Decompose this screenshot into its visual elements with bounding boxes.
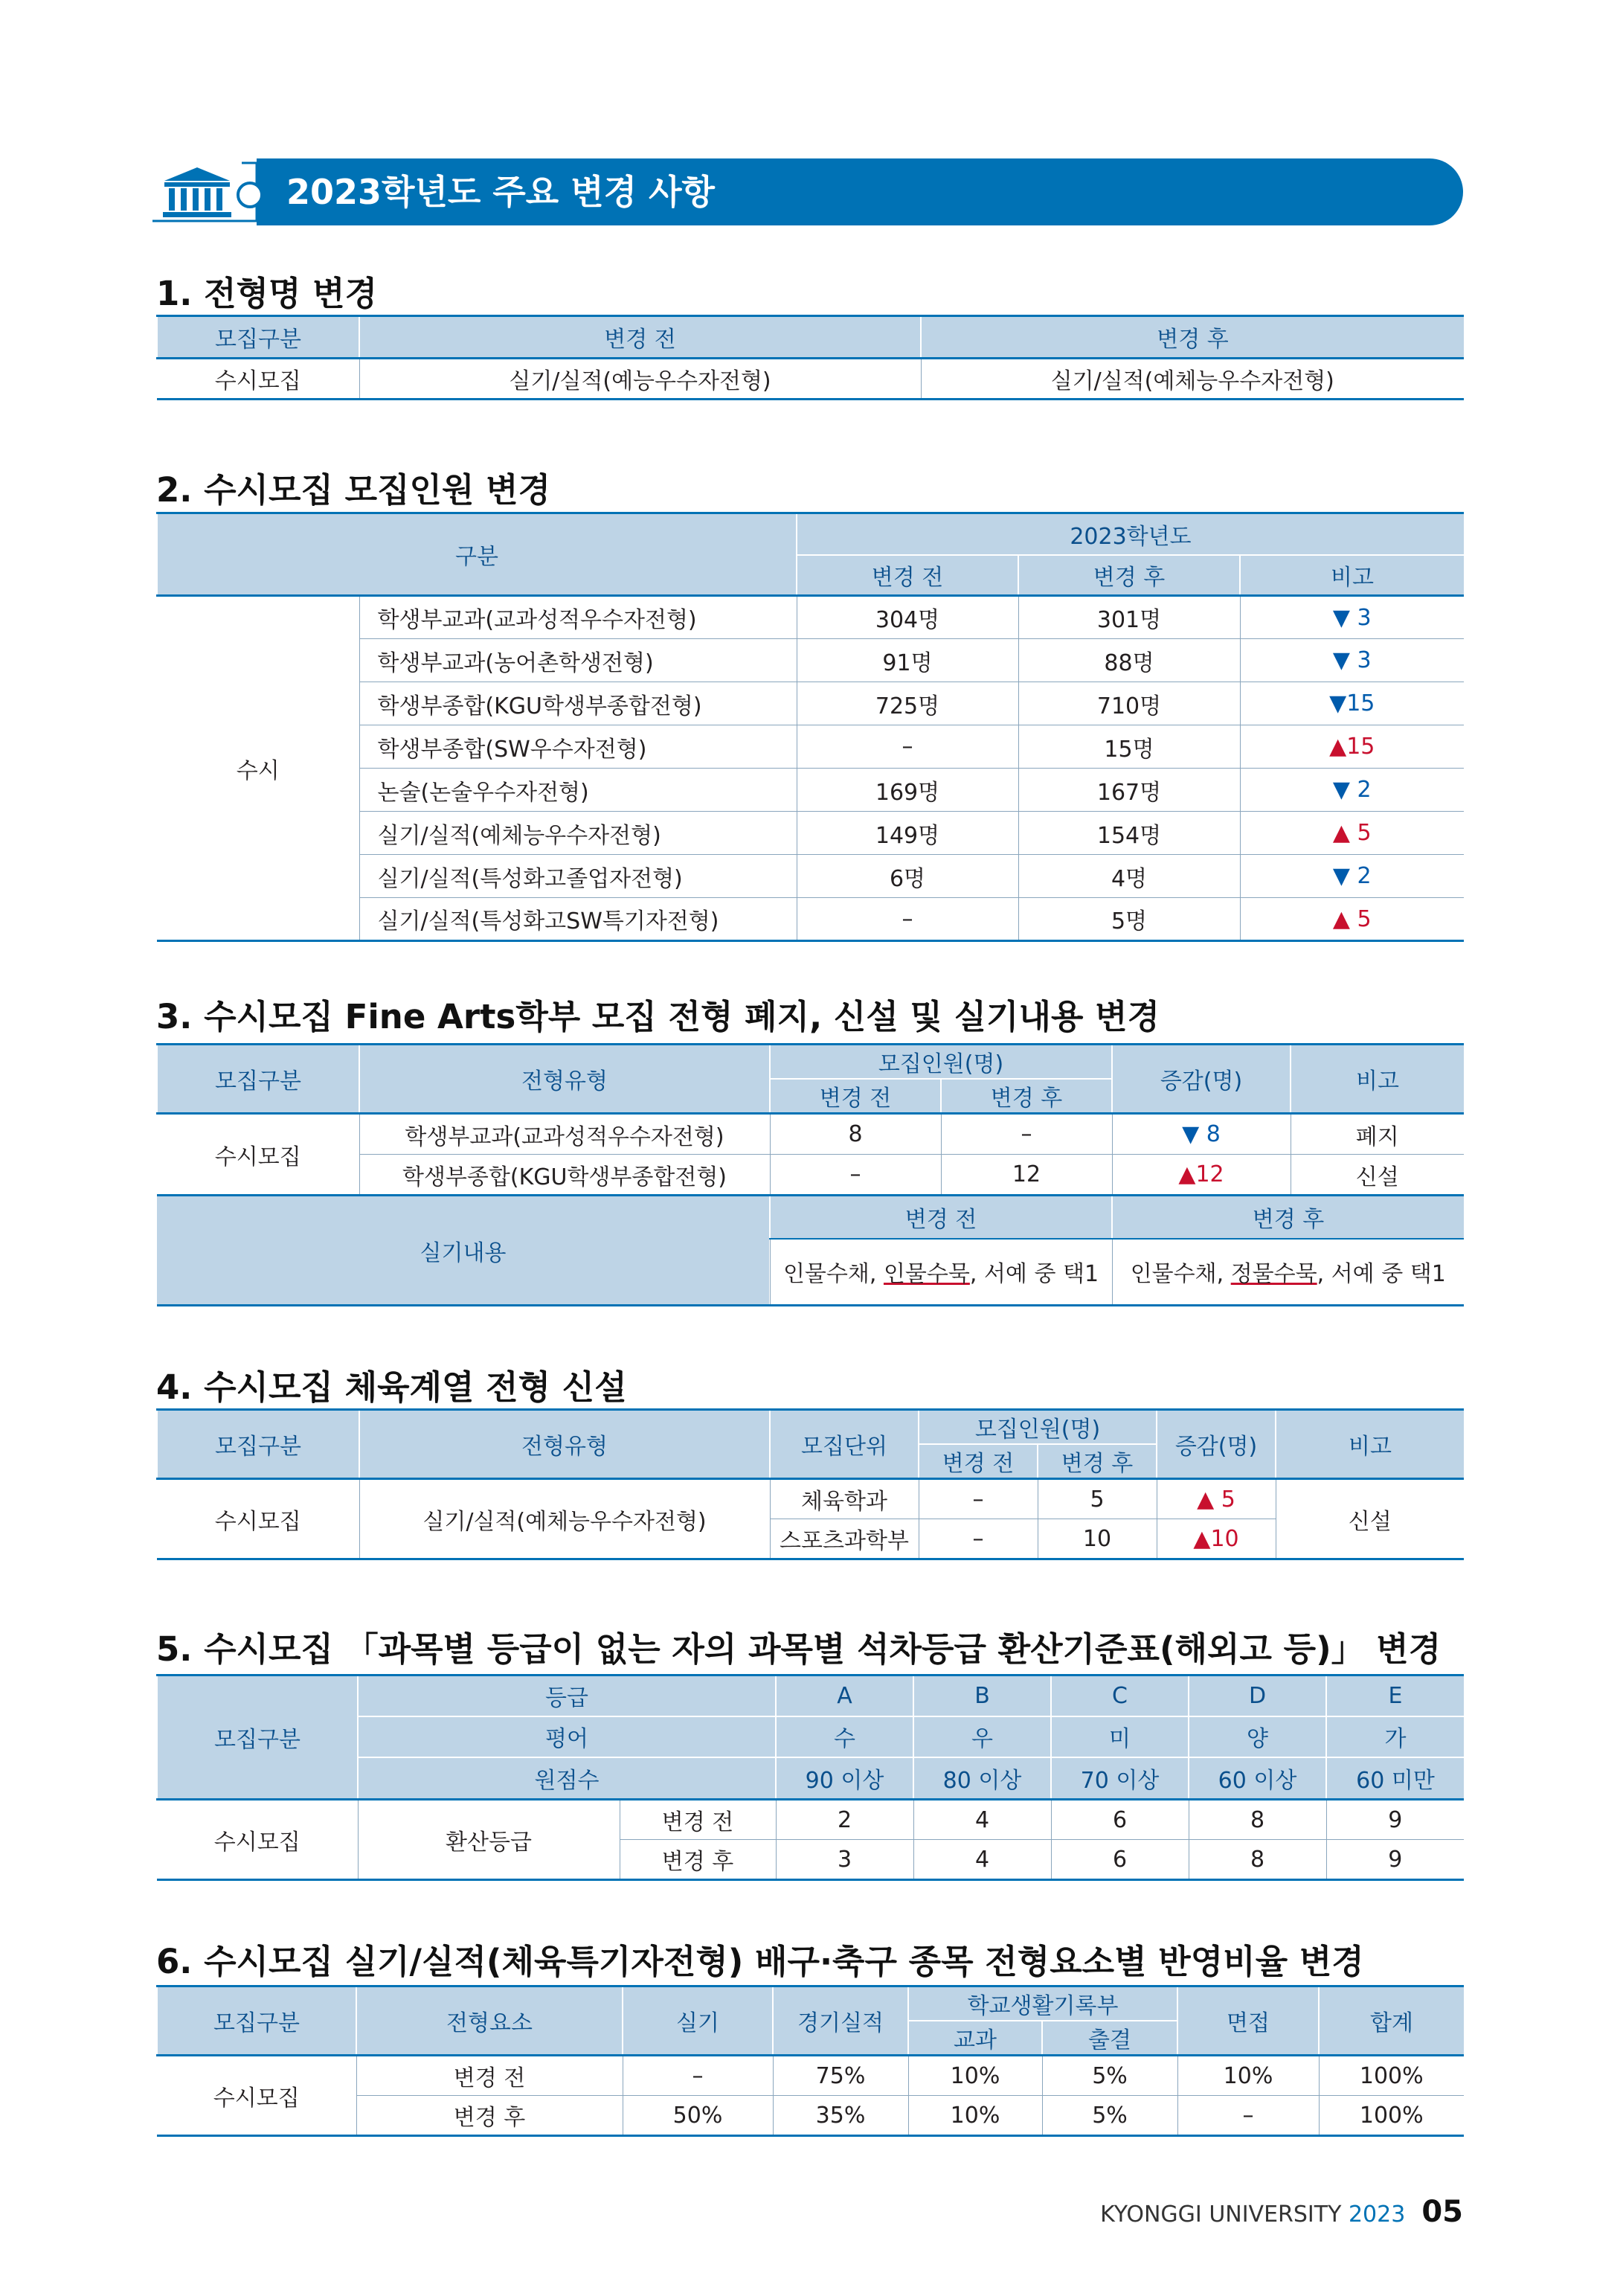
table-cell: –: [919, 1519, 1038, 1559]
header-count: 모집인원(명): [919, 1410, 1157, 1445]
table-cell: 변경 후: [620, 1840, 776, 1880]
table-cell: 154명: [1018, 812, 1240, 855]
group-label: 수시모집: [157, 1114, 359, 1196]
header-subject: 교과: [908, 2021, 1042, 2056]
table-cell: 10%: [908, 2096, 1042, 2136]
header-diff: 증감(명): [1112, 1045, 1291, 1114]
header-attendance: 출결: [1042, 2021, 1177, 2056]
header-before: 변경 전: [919, 1444, 1038, 1479]
header-unit: 모집단위: [770, 1410, 919, 1479]
table-cell: 10%: [908, 2056, 1042, 2096]
grade-cell: B: [913, 1675, 1051, 1716]
change-badge: ▼ 3: [1240, 596, 1464, 639]
table-cell: 변경 후: [356, 2096, 623, 2136]
table-cell: 학생부교과(농어촌학생전형): [359, 639, 797, 682]
table-cell: 88명: [1018, 639, 1240, 682]
change-badge: ▼ 3: [1240, 639, 1464, 682]
table-cell: 실기/실적(특성화고졸업자전형): [359, 855, 797, 898]
score-cell: 70 이상: [1051, 1757, 1189, 1800]
table-cell: 100%: [1319, 2056, 1464, 2096]
section-2-title: 2. 수시모집 모집인원 변경: [156, 470, 551, 510]
section-4-title: 4. 수시모집 체육계열 전형 신설: [156, 1367, 627, 1407]
section-3-table: [156, 1043, 1464, 1306]
table-cell: 9: [1326, 1840, 1464, 1880]
table-cell: 6명: [797, 855, 1018, 898]
table-cell: 169명: [797, 769, 1018, 812]
table-cell: –: [919, 1479, 1038, 1519]
table-cell: 수시모집: [157, 359, 359, 400]
header-before: 변경 전: [359, 316, 921, 359]
table-cell: 4명: [1018, 855, 1240, 898]
section-6-table: [156, 1985, 1464, 2137]
row-header-score: 원점수: [358, 1757, 776, 1800]
table-cell: –: [1177, 2096, 1319, 2136]
table-cell: 학생부교과(교과성적우수자전형): [359, 596, 797, 639]
table-cell: 변경 전: [356, 2056, 623, 2096]
table-cell: 학생부종합(SW우수자전형): [359, 725, 797, 769]
change-badge: ▼ 2: [1240, 769, 1464, 812]
table-cell: –: [623, 2056, 773, 2096]
header-type: 전형유형: [359, 1410, 770, 1479]
change-badge: ▼ 2: [1240, 855, 1464, 898]
table-cell: 신설: [1291, 1155, 1464, 1196]
grade-cell: A: [776, 1675, 913, 1716]
table-cell: 9: [1326, 1800, 1464, 1840]
table-cell: 91명: [797, 639, 1018, 682]
table-cell: 12: [941, 1155, 1112, 1196]
table-cell: 2: [776, 1800, 913, 1840]
table-cell: 체육학과: [770, 1479, 919, 1519]
table-cell: 4: [913, 1840, 1051, 1880]
page-title: 2023학년도 주요 변경 사항: [286, 172, 715, 212]
score-cell: 60 미만: [1326, 1757, 1464, 1800]
header-note: 비고: [1276, 1410, 1464, 1479]
table-cell: 5%: [1042, 2096, 1177, 2136]
table-cell: 100%: [1319, 2096, 1464, 2136]
table-cell: 5%: [1042, 2056, 1177, 2096]
table-cell: 75%: [773, 2056, 908, 2096]
header-before: 변경 전: [770, 1079, 941, 1114]
page-footer: [1100, 2195, 1463, 2229]
header-before: 변경 전: [797, 555, 1018, 596]
header-year: 2023학년도: [797, 513, 1464, 555]
university-building-icon: [152, 158, 242, 225]
change-badge: ▲12: [1112, 1155, 1291, 1196]
change-badge: ▲ 5: [1240, 898, 1464, 941]
table-cell: 학생부교과(교과성적우수자전형): [359, 1114, 770, 1155]
change-badge: ▲ 5: [1240, 812, 1464, 855]
eval-cell: 수: [776, 1716, 913, 1757]
table-cell: 5명: [1018, 898, 1240, 941]
table-cell: 167명: [1018, 769, 1240, 812]
footer-year: 2023: [1348, 2202, 1406, 2228]
eval-cell: 미: [1051, 1716, 1189, 1757]
change-badge: ▲ 5: [1157, 1479, 1276, 1519]
table-cell: –: [797, 898, 1018, 941]
change-badge: ▼ 8: [1112, 1114, 1291, 1155]
practical-before: 인물수채, 인물수묵, 서예 중 택1: [770, 1239, 1112, 1306]
table-cell: 5: [1038, 1479, 1157, 1519]
header-gubun: 모집구분: [157, 1986, 356, 2056]
section-3-title: 3. 수시모집 Fine Arts학부 모집 전형 폐지, 신설 및 실기내용 변경: [156, 997, 1160, 1036]
table-cell: 304명: [797, 596, 1018, 639]
change-badge: ▲10: [1157, 1519, 1276, 1559]
practical-after: 인물수채, 정물수묵, 서예 중 택1: [1112, 1239, 1464, 1306]
change-badge: ▲15: [1240, 725, 1464, 769]
header-type: 전형유형: [359, 1045, 770, 1114]
score-cell: 80 이상: [913, 1757, 1051, 1800]
table-cell: 725명: [797, 682, 1018, 725]
change-badge: ▼15: [1240, 682, 1464, 725]
grade-cell: D: [1189, 1675, 1326, 1716]
header-gubun: 모집구분: [157, 316, 359, 359]
footer-university: KYONGGI UNIVERSITY: [1100, 2202, 1349, 2228]
header-note: 비고: [1240, 555, 1464, 596]
table-cell: 폐지: [1291, 1114, 1464, 1155]
table-cell: 학생부종합(KGU학생부종합전형): [359, 1155, 770, 1196]
table-cell: 변경 전: [620, 1800, 776, 1840]
row-header-grade: 등급: [358, 1675, 776, 1716]
table-cell: 8: [1189, 1800, 1326, 1840]
section-4-table: [156, 1408, 1464, 1560]
section-6-title: 6. 수시모집 실기/실적(체육특기자전형) 배구·축구 종목 전형요소별 반영비율 변경: [156, 1942, 1364, 1981]
eval-cell: 우: [913, 1716, 1051, 1757]
section-5-title: 5. 수시모집 「과목별 등급이 없는 자의 과목별 석차등급 환산기준표(해외고 등)」 변경: [156, 1629, 1442, 1669]
header-record: 학교생활기록부: [908, 1986, 1177, 2021]
header-before: 변경 전: [770, 1196, 1112, 1239]
header-after: 변경 후: [921, 316, 1464, 359]
row-header-eval: 평어: [358, 1716, 776, 1757]
table-cell: 실기/실적(예체능우수자전형): [359, 812, 797, 855]
table-cell: 301명: [1018, 596, 1240, 639]
table-cell: 논술(논술우수자전형): [359, 769, 797, 812]
group-label: 수시모집: [157, 1800, 358, 1880]
group-label: 수시: [157, 596, 359, 941]
table-cell: 실기/실적(예체능우수자전형): [359, 1479, 770, 1559]
score-cell: 60 이상: [1189, 1757, 1326, 1800]
table-cell: 신설: [1276, 1479, 1464, 1559]
table-cell: –: [770, 1155, 941, 1196]
group-label: 수시모집: [157, 1479, 359, 1559]
header-practical: 실기: [623, 1986, 773, 2056]
score-cell: 90 이상: [776, 1757, 913, 1800]
practical-label: 실기내용: [157, 1196, 770, 1306]
group-label: 수시모집: [157, 2056, 356, 2136]
section-2-table: [156, 512, 1464, 942]
header-count: 모집인원(명): [770, 1045, 1112, 1080]
table-cell: 50%: [623, 2096, 773, 2136]
table-cell: 8: [1189, 1840, 1326, 1880]
section-5-table: [156, 1674, 1464, 1881]
table-cell: 10%: [1177, 2056, 1319, 2096]
table-cell: 실기/실적(예체능우수자전형): [921, 359, 1464, 400]
table-cell: 실기/실적(특성화고SW특기자전형): [359, 898, 797, 941]
table-cell: 학생부종합(KGU학생부종합전형): [359, 682, 797, 725]
header-gubun: 모집구분: [157, 1045, 359, 1114]
header-total: 합계: [1319, 1986, 1464, 2056]
grade-cell: E: [1326, 1675, 1464, 1716]
header-diff: 증감(명): [1157, 1410, 1276, 1479]
section-1-title: 1. 전형명 변경: [156, 274, 378, 313]
header-after: 변경 후: [1038, 1444, 1157, 1479]
table-cell: 710명: [1018, 682, 1240, 725]
eval-cell: 양: [1189, 1716, 1326, 1757]
eval-cell: 가: [1326, 1716, 1464, 1757]
table-cell: 3: [776, 1840, 913, 1880]
header-gubun: 모집구분: [157, 1410, 359, 1479]
header-after: 변경 후: [1112, 1196, 1464, 1239]
table-cell: 환산등급: [358, 1800, 620, 1880]
table-cell: 6: [1051, 1840, 1189, 1880]
header-gubun: 구분: [157, 513, 797, 596]
page-number: 05: [1421, 2195, 1463, 2229]
table-cell: 4: [913, 1800, 1051, 1840]
header-element: 전형요소: [356, 1986, 623, 2056]
table-cell: –: [797, 725, 1018, 769]
section-1-table: [156, 315, 1464, 400]
table-cell: 실기/실적(예능우수자전형): [359, 359, 921, 400]
header-after: 변경 후: [1018, 555, 1240, 596]
table-cell: 8: [770, 1114, 941, 1155]
table-cell: 15명: [1018, 725, 1240, 769]
header-performance: 경기실적: [773, 1986, 908, 2056]
table-cell: 35%: [773, 2096, 908, 2136]
grade-cell: C: [1051, 1675, 1189, 1716]
header-gubun: 모집구분: [157, 1675, 358, 1800]
table-cell: 149명: [797, 812, 1018, 855]
table-cell: 스포츠과학부: [770, 1519, 919, 1559]
table-cell: 10: [1038, 1519, 1157, 1559]
header-after: 변경 후: [941, 1079, 1112, 1114]
table-cell: –: [941, 1114, 1112, 1155]
header-note: 비고: [1291, 1045, 1464, 1114]
banner-dot-icon: [237, 182, 263, 208]
header-interview: 면접: [1177, 1986, 1319, 2056]
table-cell: 6: [1051, 1800, 1189, 1840]
